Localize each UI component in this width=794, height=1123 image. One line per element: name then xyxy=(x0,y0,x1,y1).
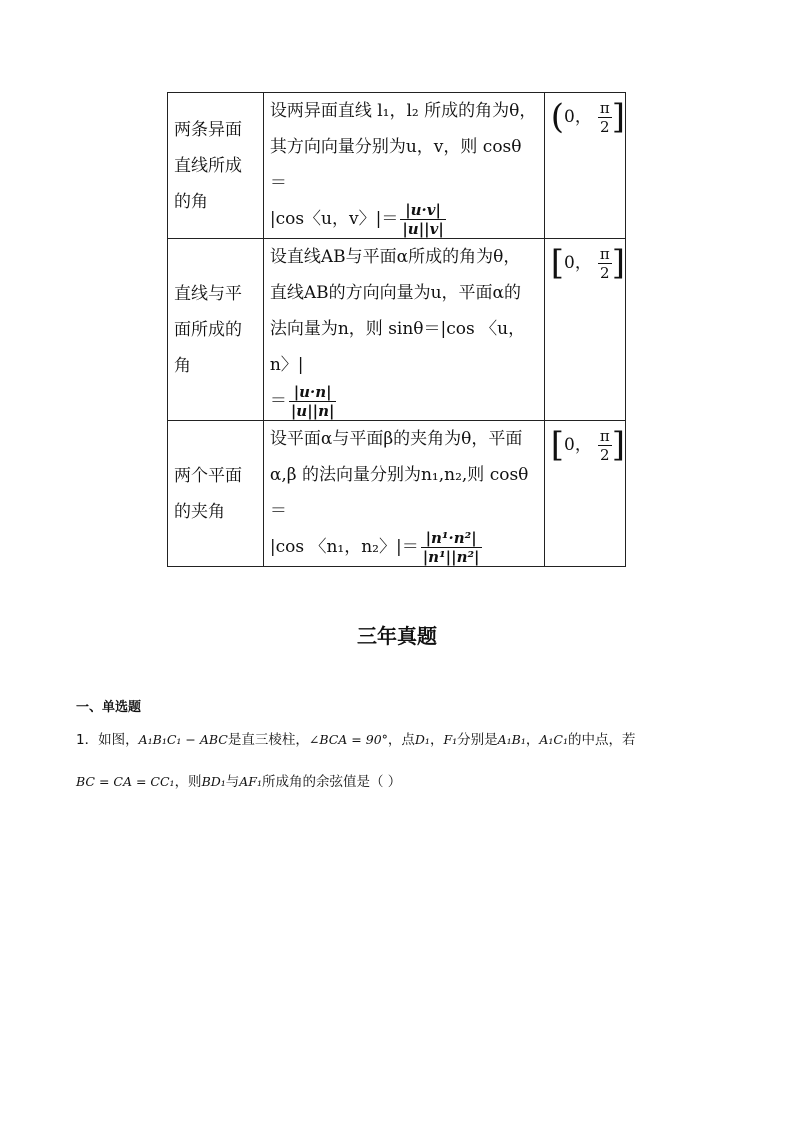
formula-fraction xyxy=(400,201,445,238)
row-name-cell xyxy=(168,239,264,421)
range-right-bracket: ] xyxy=(611,97,625,137)
range-fraction xyxy=(598,427,612,464)
table-row xyxy=(168,93,626,239)
desc-line xyxy=(270,201,538,238)
formula-numerator: |u·n| xyxy=(289,383,337,402)
range-fraction xyxy=(598,245,612,282)
desc-text: |cos 〈n₁，n₂〉|＝ xyxy=(269,537,419,557)
row-desc-cell xyxy=(263,93,544,239)
question-text: ， xyxy=(429,732,444,748)
range-zero: 0， xyxy=(564,107,592,127)
math-expression: BC = CA = CC₁ xyxy=(76,774,175,789)
range-zero: 0， xyxy=(564,435,592,455)
question-text: ，则 xyxy=(174,774,202,790)
formula-denominator: |n¹||n²| xyxy=(422,548,480,566)
desc-text: |cos〈u，v〉|＝ xyxy=(269,209,399,229)
math-expression: F₁ xyxy=(443,732,458,747)
range-cell xyxy=(544,93,625,239)
range-left-bracket: [ xyxy=(550,243,565,283)
range-numerator: π xyxy=(599,98,610,117)
math-expression: AF₁ xyxy=(239,774,262,789)
desc-line xyxy=(270,383,538,420)
range-numerator: π xyxy=(599,244,610,263)
question-text: 与 xyxy=(225,774,240,790)
range-interval xyxy=(551,425,625,465)
math-expression: BD₁ xyxy=(201,774,226,789)
range-cell xyxy=(544,421,625,567)
desc-line xyxy=(270,529,538,566)
row-name-cell xyxy=(168,93,264,239)
desc-line: 设两异面直线 l₁，l₂ 所成的角为θ， xyxy=(269,101,537,121)
section-title: 三年真题 xyxy=(357,624,437,648)
range-zero: 0， xyxy=(564,253,592,273)
row-name-cell xyxy=(168,421,264,567)
desc-line: 直线AB的方向向量为u，平面α的 xyxy=(269,283,522,303)
question-text: 的中点，若 xyxy=(568,732,636,748)
formula-numerator: |n¹·n²| xyxy=(421,529,482,548)
question-line-2 xyxy=(76,770,401,790)
range-right-bracket: ] xyxy=(611,425,625,465)
range-denominator: 2 xyxy=(600,117,610,136)
question-line-1 xyxy=(76,728,636,748)
row-name: 两条异面直线所成的角 xyxy=(174,119,242,212)
question-text: 所成角的余弦值是（ ） xyxy=(262,774,402,790)
row-desc-cell xyxy=(263,239,544,421)
table-row xyxy=(168,421,626,567)
formula-table xyxy=(167,92,626,567)
math-expression: A₁C₁ xyxy=(539,732,569,747)
desc-line: α,β 的法向量分别为n₁,n₂,则 cosθ＝ xyxy=(269,465,529,521)
desc-line: 设平面α与平面β的夹角为θ，平面 xyxy=(269,429,523,449)
math-expression: A₁B₁ xyxy=(497,732,526,747)
math-expression: D₁ xyxy=(414,732,430,747)
question-text: ， xyxy=(525,732,540,748)
question-text: 分别是 xyxy=(457,732,498,748)
question-text: 是直三棱柱， xyxy=(227,732,309,748)
range-left-bracket: ( xyxy=(550,97,565,137)
question-type-heading: 一、单选题 xyxy=(76,700,142,715)
formula-denominator: |u||n| xyxy=(290,402,335,420)
range-numerator: π xyxy=(599,426,610,445)
math-expression: ∠BCA = 90° xyxy=(308,732,388,747)
desc-text: ＝ xyxy=(269,391,287,411)
formula-fraction xyxy=(289,383,337,420)
desc-line: 设直线AB与平面α所成的角为θ， xyxy=(269,247,521,267)
range-interval xyxy=(551,97,625,137)
range-cell xyxy=(544,239,625,421)
formula-fraction xyxy=(421,529,482,566)
range-left-bracket: [ xyxy=(550,425,565,465)
question-text: 1．如图， xyxy=(76,732,139,748)
row-desc-cell xyxy=(263,421,544,567)
table-row xyxy=(168,239,626,421)
formula-numerator: |u·v| xyxy=(400,201,445,220)
range-denominator: 2 xyxy=(600,263,610,282)
row-name: 直线与平面所成的角 xyxy=(174,283,242,376)
range-right-bracket: ] xyxy=(611,243,625,283)
range-fraction xyxy=(598,99,612,136)
formula-denominator: |u||v| xyxy=(402,220,444,238)
question-text: ，点 xyxy=(387,732,415,748)
desc-line: 其方向向量分别为u，v，则 cosθ＝ xyxy=(269,137,522,193)
row-name: 两个平面的夹角 xyxy=(174,465,242,522)
desc-line: 法向量为n，则 sinθ＝|cos 〈u，n〉| xyxy=(269,319,526,375)
range-denominator: 2 xyxy=(600,445,610,464)
range-interval xyxy=(551,243,625,283)
math-expression: A₁B₁C₁ − ABC xyxy=(138,732,228,747)
